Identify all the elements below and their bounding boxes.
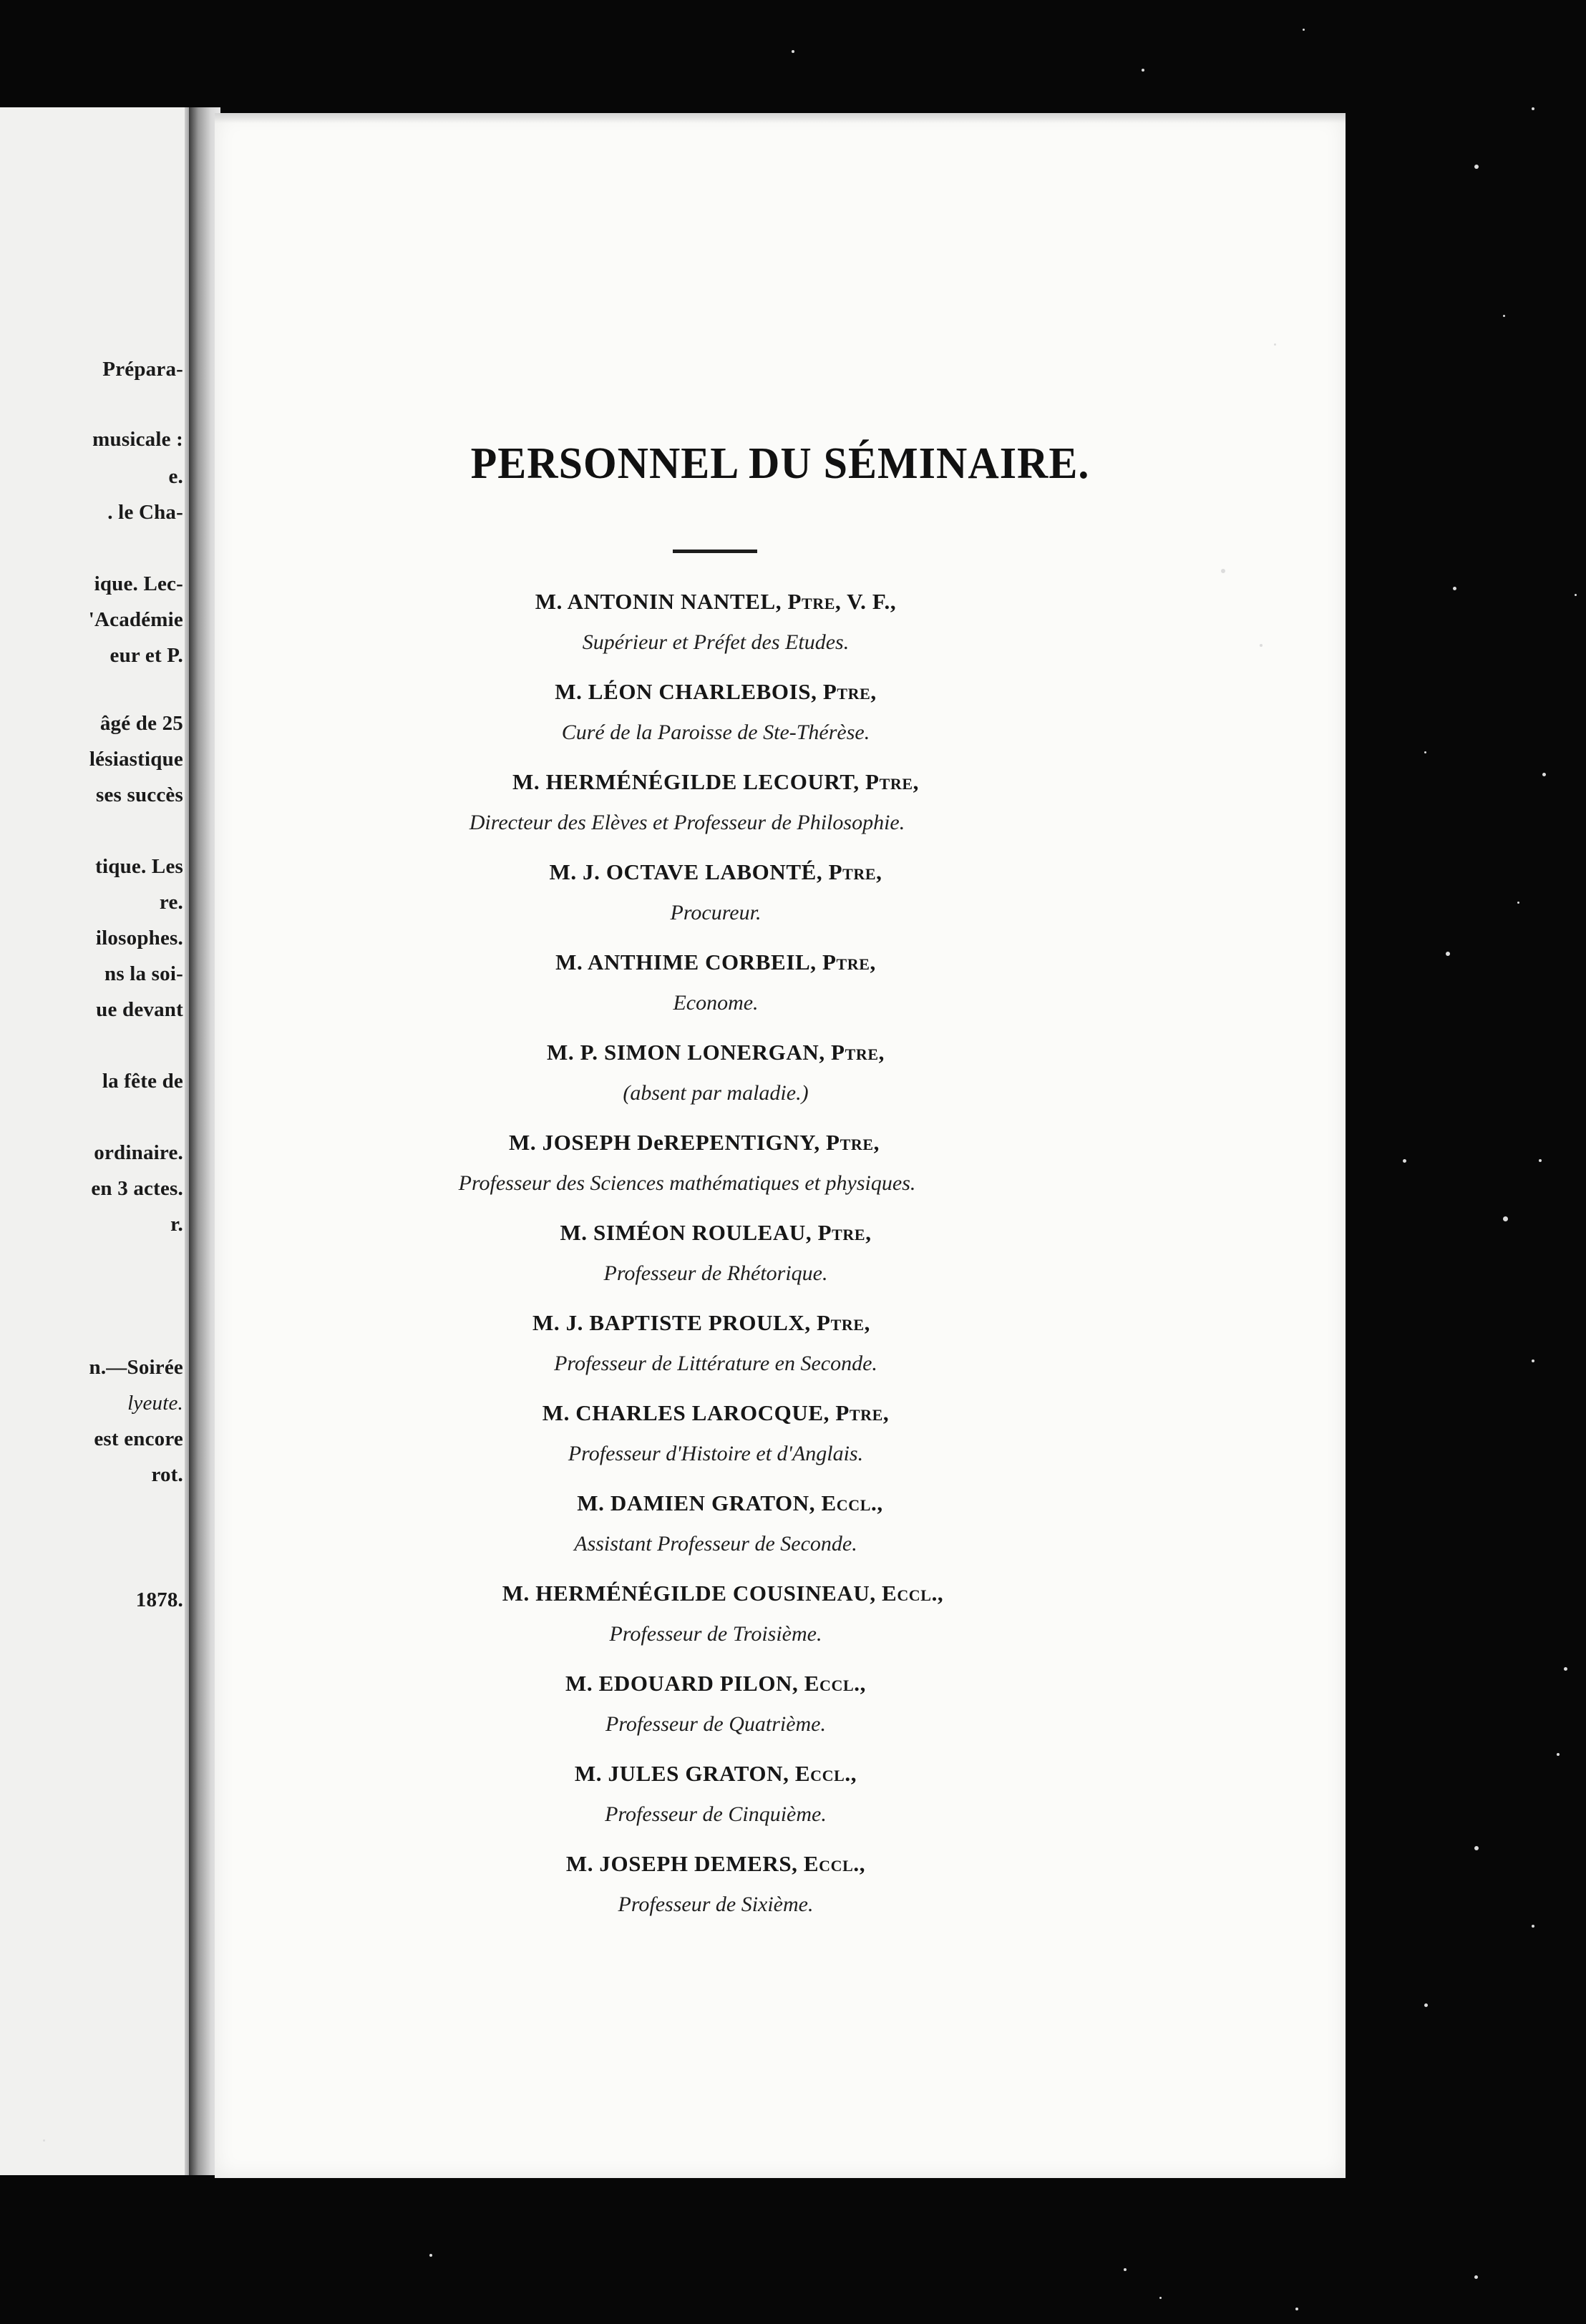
previous-page-fragment [0,107,192,2175]
previous-page-line: n.—Soirée [89,1356,183,1379]
staff-name [215,1220,1217,1246]
staff-rank: Ptre, [835,1400,890,1425]
dust-speck [1446,952,1450,956]
dust-speck [1532,107,1534,110]
previous-page-line: lésiastique [89,748,183,771]
dust-speck [1532,1359,1534,1362]
staff-name [229,1490,1231,1516]
staff-name [215,769,1217,795]
staff-rank: Eccl., [882,1581,944,1606]
previous-page-line: Prépara- [102,358,183,381]
dust-speck [1124,2268,1127,2271]
dust-speck [1474,1846,1479,1850]
staff-role: Professeur des Sciences mathématiques et physiques. [458,1171,916,1195]
staff-rank: Eccl., [821,1490,883,1515]
staff-rank: Eccl., [804,1671,866,1696]
staff-name [222,1581,1224,1606]
previous-page-line: rot. [151,1463,183,1486]
previous-page-line: ordinaire. [94,1141,183,1164]
dust-speck [1453,587,1456,590]
previous-page-line: eur et P. [110,644,183,667]
dust-speck [1221,569,1225,573]
staff-name-text: M. EDOUARD PILON, [565,1671,804,1696]
previous-page-line: musicale : [92,428,183,451]
dust-speck [1503,1216,1508,1221]
previous-page-line: e. [168,465,183,488]
staff-name [200,1310,1202,1336]
previous-page-line: est encore [94,1427,183,1450]
staff-role: (absent par maladie.) [623,1081,809,1105]
staff-name-text: M. HERMÉNÉGILDE COUSINEAU, [502,1581,882,1606]
previous-page-line: ique. Lec- [94,572,183,595]
staff-name-text: M. ANTHIME CORBEIL, [555,949,822,975]
dust-speck [1539,1159,1542,1162]
dust-speck [792,50,794,53]
staff-rank: Ptre, [817,1220,872,1245]
staff-rank: Ptre, [817,1310,870,1335]
previous-page-line: ns la soi- [104,962,183,985]
staff-name [215,1671,1217,1696]
previous-page-line: la fête de [102,1070,183,1093]
staff-role: Econome. [673,991,759,1015]
previous-page-line: lyeute. [127,1392,183,1415]
dust-speck [1517,902,1519,904]
staff-role: Professeur de Quatrième. [605,1712,826,1736]
dust-speck [429,2254,432,2257]
dust-speck [1403,1159,1406,1163]
staff-name-text: M. P. SIMON LONERGAN, [547,1040,832,1065]
staff-name-text: M. JULES GRATON, [574,1761,795,1786]
dust-speck [1260,644,1263,647]
staff-rank: Ptre, [826,1130,880,1155]
staff-name-text: M. HERMÉNÉGILDE LECOURT, [512,769,866,794]
staff-role: Professeur de Sixième. [618,1893,814,1916]
staff-name [215,1761,1217,1787]
staff-role: Procureur. [670,901,762,924]
previous-page-line: ue devant [96,998,183,1021]
staff-rank: Ptre, V. F., [787,589,897,614]
staff-role: Professeur de Littérature en Seconde. [554,1352,877,1375]
staff-rank: Ptre, [828,859,882,884]
staff-name [215,1851,1217,1877]
staff-rank: Ptre, [865,769,919,794]
staff-role: Professeur de Rhétorique. [603,1261,828,1285]
staff-name [193,1130,1195,1156]
previous-page-line: ilosophes. [95,927,183,949]
staff-name [215,859,1217,885]
previous-page-line: . le Cha- [107,501,183,524]
staff-role: Professeur d'Histoire et d'Anglais. [568,1442,864,1465]
staff-rank: Eccl., [803,1851,866,1876]
dust-speck [1503,315,1505,317]
dust-speck [1557,1753,1560,1756]
dust-speck [1575,594,1577,596]
staff-name [215,949,1217,975]
staff-name-text: M. DAMIEN GRATON, [577,1490,822,1515]
previous-page-line: en 3 actes. [91,1177,183,1200]
title-rule [673,550,757,553]
dust-speck [1424,2003,1428,2007]
staff-name [215,679,1217,705]
dust-speck [43,2139,45,2142]
dust-speck [1532,1925,1534,1928]
staff-name-text: M. J. OCTAVE LABONTÉ, [549,859,829,884]
staff-role: Professeur de Cinquième. [605,1802,827,1826]
staff-rank: Eccl., [794,1761,857,1786]
previous-page-line: ses succès [95,783,183,806]
previous-page-line: 1878. [135,1588,183,1611]
dust-speck [1303,29,1305,31]
staff-name-text: M. ANTONIN NANTEL, [535,589,788,614]
staff-name-text: M. CHARLES LAROCQUE, [542,1400,836,1425]
dust-speck [1542,773,1546,776]
previous-page-line: 'Académie [88,608,183,631]
main-page [215,113,1346,2178]
previous-page-line: âgé de 25 [99,712,183,735]
staff-role: Professeur de Troisième. [609,1622,822,1646]
previous-page-line: r. [170,1213,183,1236]
staff-name-text: M. JOSEPH DEMERS, [565,1851,804,1876]
staff-role: Supérieur et Préfet des Etudes. [582,630,850,654]
page-title: PERSONNEL DU SÉMINAIRE. [470,438,1090,488]
staff-name [215,1400,1217,1426]
staff-name [215,589,1217,615]
staff-rank: Ptre, [822,949,876,975]
dust-speck [1159,2297,1162,2299]
dust-speck [1142,69,1144,72]
previous-page-line: re. [159,891,183,914]
dust-speck [1295,2308,1298,2310]
staff-role: Directeur des Elèves et Professeur de Philosophie. [469,811,905,834]
staff-name [215,1040,1217,1065]
staff-rank: Ptre, [822,679,877,704]
staff-name-text: M. LÉON CHARLEBOIS, [555,679,823,704]
staff-role: Assistant Professeur de Seconde. [574,1532,857,1556]
dust-speck [1424,751,1426,753]
dust-speck [1564,1667,1567,1671]
dust-speck [1474,2275,1478,2279]
dust-speck [1474,165,1479,169]
staff-role: Curé de la Paroisse de Ste-Thérèse. [561,721,870,744]
staff-rank: Ptre, [831,1040,885,1065]
staff-name-text: M. JOSEPH DeREPENTIGNY, [509,1130,827,1155]
previous-page-line: tique. Les [95,855,183,878]
staff-name-text: M. J. BAPTISTE PROULX, [532,1310,817,1335]
staff-name-text: M. SIMÉON ROULEAU, [560,1220,818,1245]
dust-speck [1274,343,1276,346]
